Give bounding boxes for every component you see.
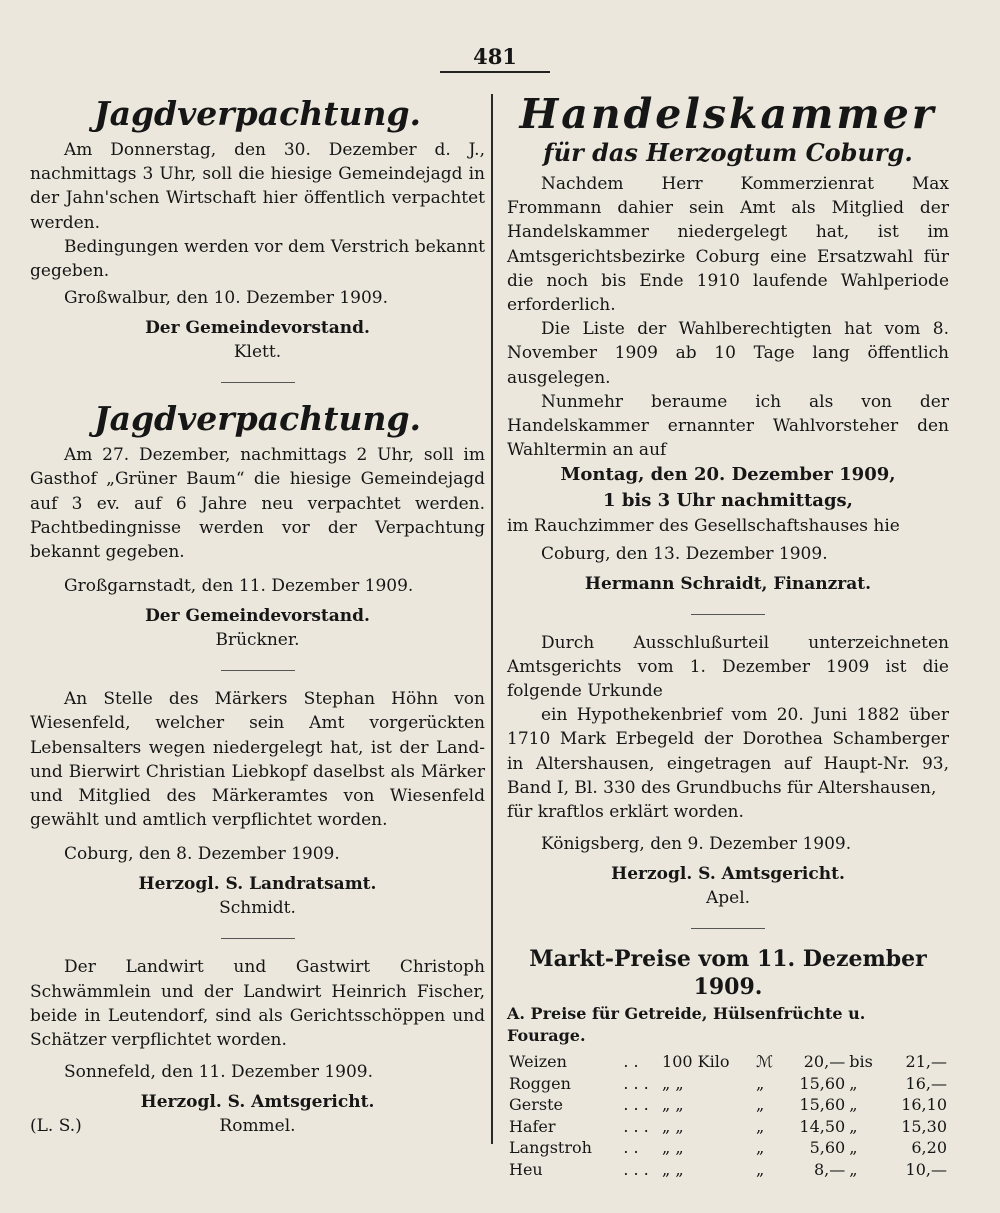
notice-title: Jagdverpachtung. (93, 94, 422, 133)
price-high: 6,20 (911, 1138, 947, 1158)
notice-title: Jagdverpachtung. (93, 399, 422, 439)
page-number: 481 (440, 44, 550, 73)
separator-rule (221, 938, 295, 939)
notice-handelskammer (507, 92, 949, 596)
notice-signature: Der Gemeindevorstand. (145, 318, 370, 339)
price-item: Langstroh (509, 1138, 592, 1158)
price-low: 14,50 (799, 1116, 846, 1136)
price-item: Hafer (509, 1116, 556, 1136)
notice-body: für kraftlos erklärt worden. (507, 802, 744, 823)
table-row (507, 1051, 949, 1073)
notice-place-date: Coburg, den 13. Dezember 1909. (541, 543, 828, 564)
price-item: Heu (509, 1159, 543, 1179)
notice-place-date: Königsberg, den 9. Dezember 1909. (541, 834, 852, 855)
table-row (507, 1116, 949, 1138)
price-bis: „ (849, 1138, 858, 1158)
price-low: 8,— (813, 1159, 846, 1179)
notice-body: Durch Ausschlußurteil unterzeichneten Amtsgerichts vom 1. Dezember 1909 ist die folgende Urkunde (507, 632, 949, 702)
table-row (507, 1159, 949, 1181)
price-unit: „ „ (662, 1116, 684, 1136)
price-currency: „ (755, 1159, 765, 1179)
price-high: 10,— (905, 1159, 947, 1179)
price-currency: „ (755, 1116, 765, 1136)
seal-line (30, 1114, 485, 1138)
separator-rule (691, 928, 765, 929)
notice-maerker (30, 687, 485, 920)
price-low: 15,60 (799, 1073, 846, 1093)
notice-body: Nunmehr beraume ich als von der Handelskammer ernannter Wahlvorsteher den Wahltermin an auf (507, 391, 949, 461)
price-high: 15,30 (901, 1116, 947, 1136)
notice-signer-name: Rommel. (219, 1116, 296, 1137)
left-column (30, 92, 485, 1138)
table-row (507, 1094, 949, 1116)
separator-rule (691, 614, 765, 615)
price-low: 15,60 (799, 1095, 846, 1115)
price-low: 20,— (803, 1052, 846, 1072)
separator-rule (221, 670, 295, 671)
column-divider (491, 94, 493, 1144)
election-location: im Rauchzimmer des Gesellschaftshauses hie (507, 516, 900, 537)
seal-mark: (L. S.) (30, 1116, 82, 1137)
notice-signature: Hermann Schraidt, Finanzrat. (584, 573, 872, 594)
notice-body: Bedingungen werden vor dem Verstrich bekannt gegeben. (30, 236, 485, 282)
election-time: 1 bis 3 Uhr nachmittags, (603, 490, 853, 512)
right-column (507, 92, 949, 1180)
price-high: 16,10 (901, 1095, 947, 1115)
notice-jagdverpachtung-1 (30, 94, 485, 364)
price-low: 5,60 (809, 1138, 846, 1158)
notice-signature: Herzogl. S. Amtsgericht. (140, 1092, 375, 1113)
notice-signature: Herzogl. S. Landratsamt. (138, 874, 377, 895)
price-unit: „ „ (662, 1138, 684, 1158)
price-currency: ℳ (755, 1052, 774, 1072)
market-prices (507, 945, 949, 1180)
price-currency: „ (755, 1095, 765, 1115)
price-dots: . . . (623, 1095, 649, 1115)
notice-signature: Herzogl. S. Amtsgericht. (611, 864, 845, 885)
price-item: Gerste (509, 1095, 564, 1115)
notice-signer-name: Schmidt. (219, 898, 296, 919)
notice-title: Handelskammer (519, 90, 937, 138)
price-currency: „ (755, 1073, 765, 1093)
price-bis: „ (849, 1095, 858, 1115)
notice-body: Die Liste der Wahlberechtigten hat vom 8. November 1909 ab 10 Tage lang öffentlich ausgelegen. (507, 319, 949, 388)
price-unit: 100 Kilo (662, 1052, 730, 1072)
notice-body: Am 27. Dezember, nachmittags 2 Uhr, soll im Gasthof „Grüner Baum“ die hiesige Gemeindejagd auf 3 ev. auf 6 Jahre neu verpachtet werden. Pachtbedingnisse werden vor der Verpachtung bekannt gegeben. (30, 445, 485, 563)
price-high: 16,— (905, 1073, 947, 1093)
price-bis: „ (849, 1159, 858, 1179)
price-high: 21,— (905, 1052, 947, 1072)
price-dots: . . (623, 1138, 639, 1158)
price-dots: . . . (623, 1073, 649, 1093)
notice-signer-name: Apel. (705, 888, 751, 909)
price-bis: „ (849, 1073, 858, 1093)
price-bis: „ (849, 1116, 858, 1136)
notice-place-date: Coburg, den 8. Dezember 1909. (64, 844, 340, 865)
notice-body: Nachdem Herr Kommerzienrat Max Frommann dahier sein Amt als Mitglied der Handelskammer niedergelegt hat, ist im Amtsgerichtsbezirke Coburg eine Ersatzwahl für die noch bis Ende 1910 laufende Wahlperiode erforderlich. (507, 174, 949, 316)
notice-place-date: Großwalbur, den 10. Dezember 1909. (64, 288, 389, 309)
price-item: Weizen (509, 1052, 567, 1072)
price-table (507, 1051, 949, 1180)
notice-signer-name: Brückner. (215, 630, 300, 651)
table-row (507, 1137, 949, 1159)
notice-place-date: Großgarnstadt, den 11. Dezember 1909. (64, 576, 414, 597)
price-currency: „ (755, 1138, 765, 1158)
notice-place-date: Sonnefeld, den 11. Dezember 1909. (64, 1062, 374, 1083)
price-dots: . . . (623, 1116, 649, 1136)
notice-body: Der Landwirt und Gastwirt Christoph Schwämmlein und der Landwirt Heinrich Fischer, beide in Leutendorf, sind als Gerichtsschöppen und Schätzer verpflichtet worden. (30, 957, 485, 1051)
price-item: Roggen (509, 1073, 571, 1093)
notice-jagdverpachtung-2 (30, 399, 485, 652)
market-title: Markt-Preise vom 11. Dezember 1909. (529, 946, 927, 1001)
price-dots: . . . (623, 1159, 649, 1179)
notice-hypothekenbrief (507, 631, 949, 911)
price-dots: . . (623, 1052, 639, 1072)
price-unit: „ „ (662, 1159, 684, 1179)
separator-rule (221, 382, 295, 383)
market-subtitle: A. Preise für Getreide, Hülsenfrüchte u. Fourage. (507, 1004, 866, 1046)
notice-body: An Stelle des Märkers Stephan Höhn von Wiesenfeld, welcher sein Amt vorgerückten Lebensalters wegen niedergelegt hat, ist der Land- und Bierwirt Christian Liebkopf daselbst als Märker und Mitglied des Märkeramtes von Wiesenfeld gewählt und amtlich verpflichtet worden. (30, 689, 485, 831)
notice-signer-name: Klett. (233, 342, 282, 363)
election-date: Montag, den 20. Dezember 1909, (560, 464, 896, 486)
notice-schoeppen (30, 955, 485, 1138)
notice-subtitle: für das Herzogtum Coburg. (543, 138, 913, 167)
notice-signature: Der Gemeindevorstand. (145, 606, 370, 627)
price-unit: „ „ (662, 1073, 684, 1093)
notice-body: Am Donnerstag, den 30. Dezember d. J., nachmittags 3 Uhr, soll die hiesige Gemeindejagd in der Jahn'schen Wirtschaft hier öffentlich verpachtet werden. (30, 140, 485, 233)
table-row (507, 1073, 949, 1095)
notice-body: ein Hypothekenbrief vom 20. Juni 1882 über 1710 Mark Erbegeld der Dorothea Schamberger in Altershausen, eingetragen auf Haupt-Nr. 93, Band I, Bl. 330 des Grundbuchs für Altershausen, (507, 705, 949, 798)
price-bis: bis (849, 1052, 873, 1072)
price-unit: „ „ (662, 1095, 684, 1115)
